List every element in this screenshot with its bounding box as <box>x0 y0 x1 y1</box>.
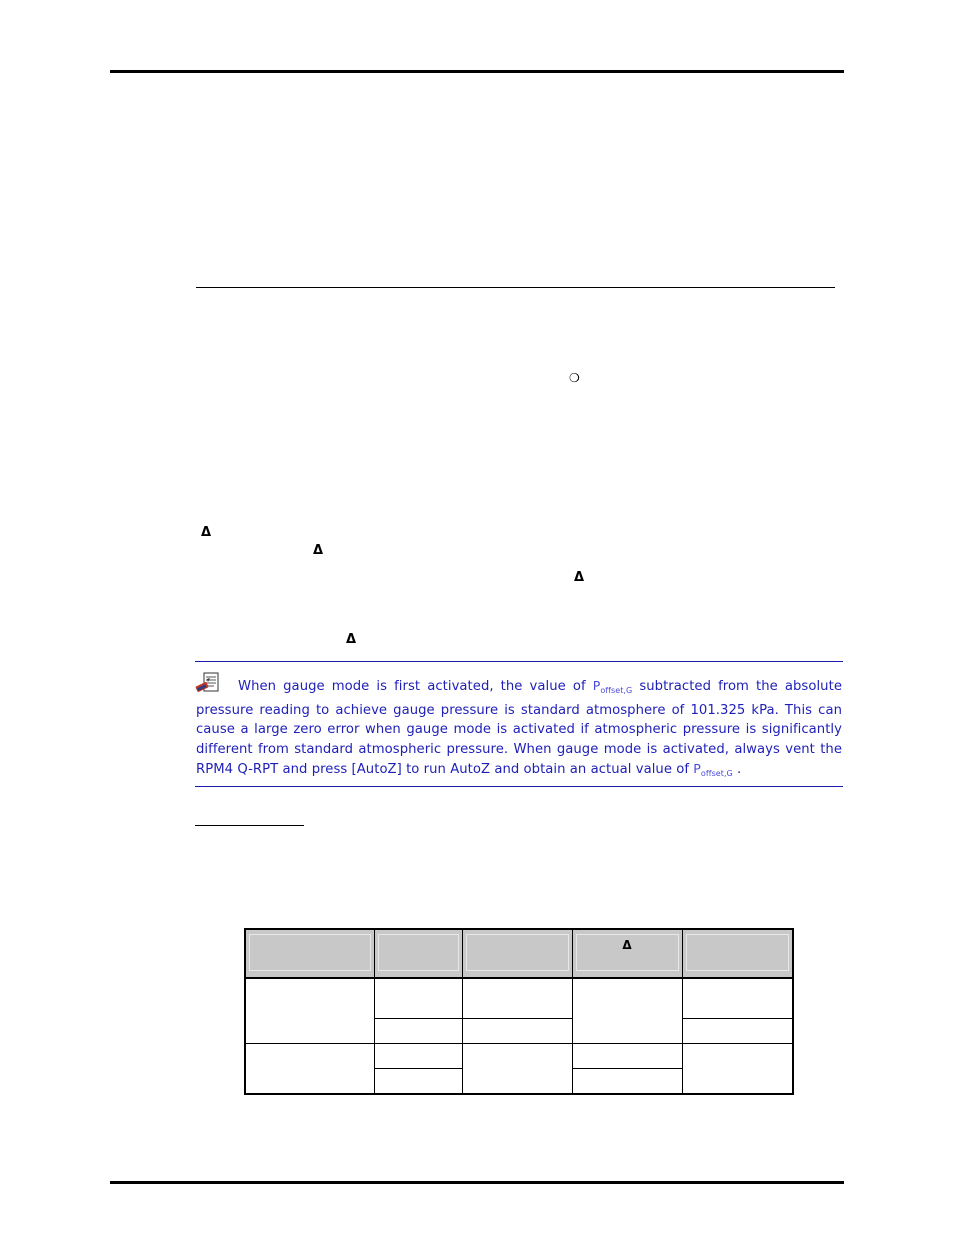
delta-header-glyph: Δ <box>622 938 632 952</box>
delta-glyph-2: Δ <box>313 543 324 558</box>
table-cell <box>245 978 374 1043</box>
p-offset-symbol-2 <box>693 761 733 779</box>
note-text-part-3: . <box>732 762 742 778</box>
note-box <box>195 661 843 787</box>
table-header-cell <box>374 929 462 978</box>
table-cell <box>462 1019 572 1044</box>
table-cell <box>374 1019 462 1044</box>
table-cell <box>374 1069 462 1094</box>
note-text-part-2: subtracted from the absolute pressure reading to achieve gauge pressure is standard atmosphere of 101.325 kPa. This can cause a large zero error when gauge mode is activated if atmospheric pressure is significantly different from standard atmospheric pressure. When gauge mode is activated, always vent the RPM4 Q-RPT and press [AutoZ] to run AutoZ and obtain an actual value of <box>196 679 842 778</box>
table-cell <box>462 978 572 1018</box>
table-cell <box>374 1044 462 1069</box>
table-header-cell-delta <box>572 929 682 978</box>
data-table <box>244 928 794 1095</box>
table-cell <box>245 1044 374 1094</box>
table-cell <box>462 1044 572 1094</box>
table-cell <box>572 978 682 1043</box>
table-cell <box>572 1044 682 1069</box>
table-cell <box>682 1019 793 1044</box>
section-rule <box>196 287 835 288</box>
symbol-main: P <box>693 761 701 777</box>
table-header-row <box>245 929 793 978</box>
table-cell <box>374 978 462 1018</box>
subheading-underline <box>195 825 304 826</box>
table-cell <box>682 1044 793 1094</box>
symbol-main: P <box>592 678 601 693</box>
table-row <box>245 1044 793 1069</box>
table-header-cell <box>245 929 374 978</box>
table-cell <box>682 978 793 1018</box>
note-text <box>196 676 842 784</box>
symbol-subscript: offset,G <box>600 686 633 695</box>
delta-glyph-3: Δ <box>574 570 585 585</box>
delta-glyph-4: Δ <box>346 632 357 647</box>
page-footer-rule <box>110 1181 844 1184</box>
p-offset-symbol-1 <box>593 678 633 693</box>
table-header-cell <box>462 929 572 978</box>
table-row <box>245 978 793 1018</box>
note-text-part-1: When gauge mode is first activated, the value of <box>238 679 593 694</box>
table-header-cell <box>682 929 793 978</box>
circle-bullet-glyph: ❍ <box>569 371 580 385</box>
delta-glyph-1: Δ <box>201 525 212 540</box>
page-header-rule <box>110 70 844 73</box>
table-cell <box>572 1069 682 1094</box>
symbol-subscript: offset,G <box>700 769 733 779</box>
